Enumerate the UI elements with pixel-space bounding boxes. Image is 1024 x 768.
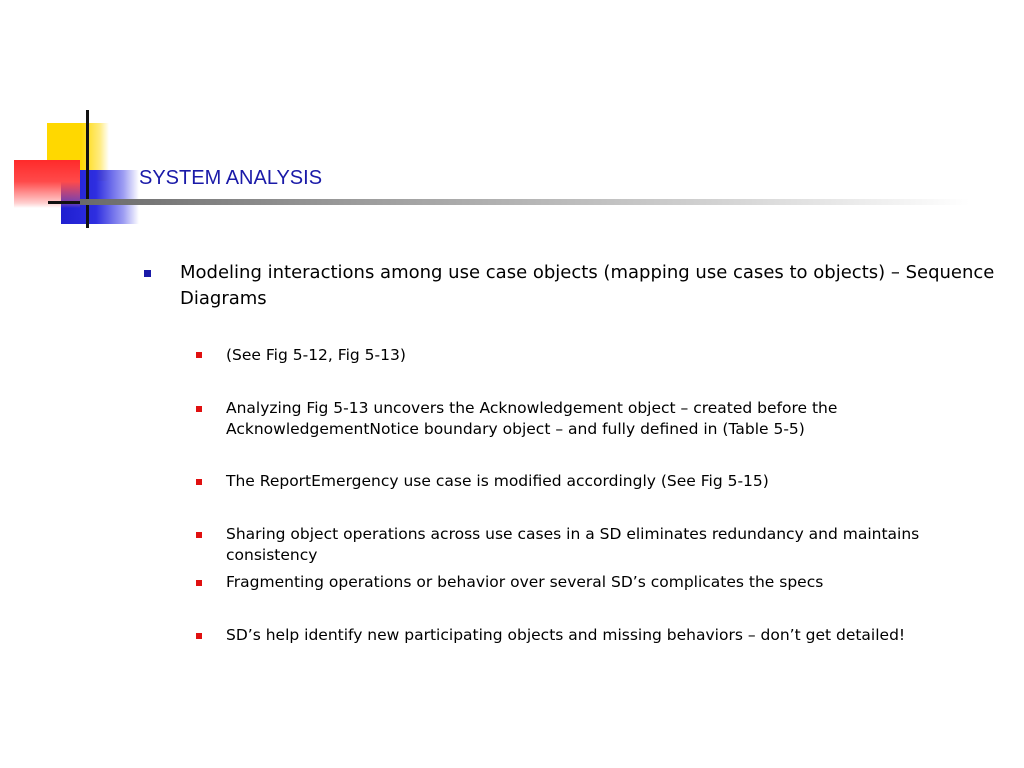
main-bullet-icon [144,270,151,277]
logo-vertical-line [86,110,89,228]
sub-bullet-icon [196,479,202,485]
slide-title: SYSTEM ANALYSIS [139,167,323,189]
sub-bullet-icon [196,352,202,358]
title-underline [80,199,970,205]
sub-bullet-icon [196,580,202,586]
sub-bullet-icon [196,532,202,538]
sub-bullet-text: Analyzing Fig 5-13 uncovers the Acknowledgement object – created before the AcknowledgementNotice boundary object – and fully defined in (Table 5-5) [226,399,838,438]
sub-bullet-icon [196,406,202,412]
sub-bullet-text: Fragmenting operations or behavior over several SD’s complicates the specs [226,573,824,591]
sub-bullet-icon [196,633,202,639]
sub-bullet-text: SD’s help identify new participating objects and missing behaviors – don’t get detailed! [226,626,906,644]
sub-bullet-text: The ReportEmergency use case is modified accordingly (See Fig 5-15) [226,472,769,490]
sub-bullet-text: (See Fig 5-12, Fig 5-13) [226,346,406,364]
main-bullet-text: Modeling interactions among use case objects (mapping use cases to objects) – Sequence Diagrams [180,262,995,309]
sub-bullet-text: Sharing object operations across use cases in a SD eliminates redundancy and maintains consistency [226,525,920,564]
